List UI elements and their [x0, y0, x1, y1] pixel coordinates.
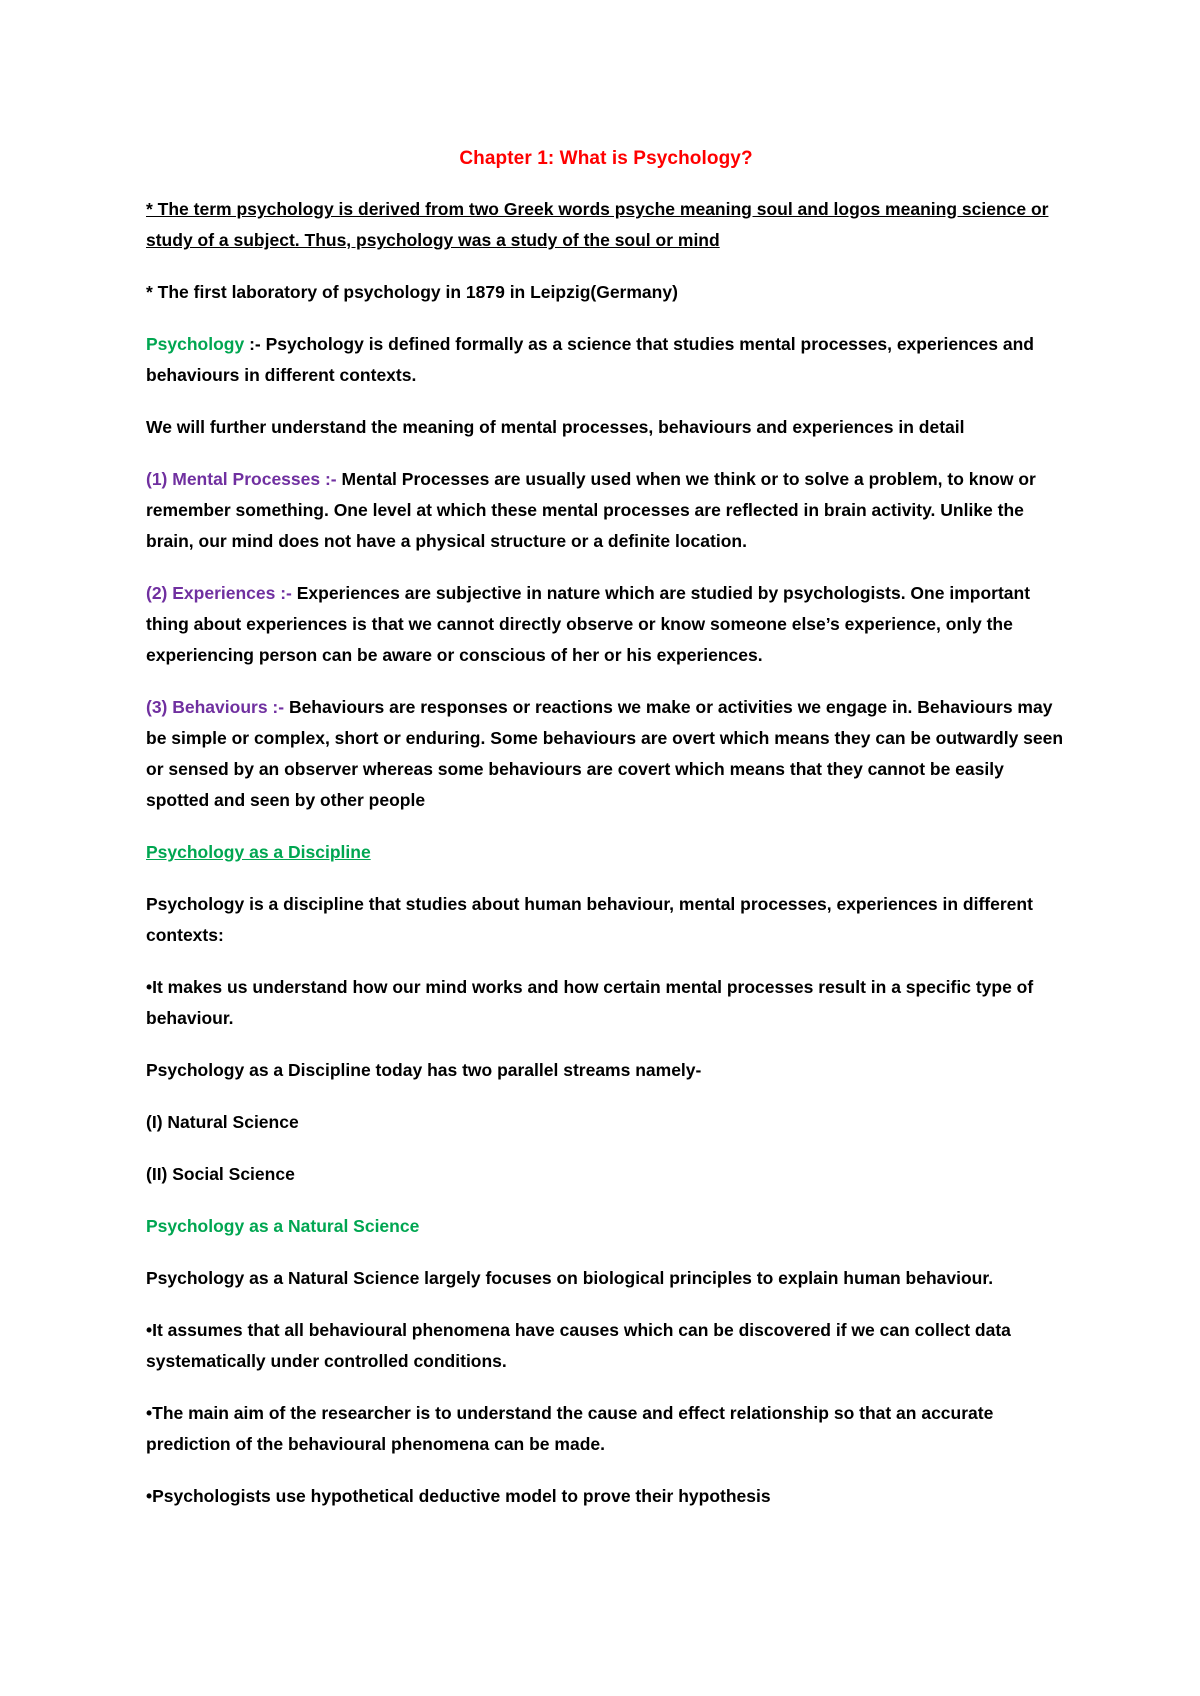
etymology-paragraph: * The term psychology is derived from two Greek words psyche meaning soul and logos meaning science or study of a subject. Thus, psychology was a study of the soul or mind [146, 199, 1049, 250]
behaviours-label: (3) Behaviours :- [146, 697, 285, 717]
natural-science-bullet: •It assumes that all behavioural phenomena have causes which can be discovered if we can collect data systematically under controlled conditions. [146, 1320, 1011, 1371]
discipline-heading: Psychology as a Discipline [146, 842, 371, 862]
page-title: Chapter 1: What is Psychology? [459, 148, 753, 169]
streams-intro: Psychology as a Discipline today has two parallel streams namely- [146, 1060, 702, 1080]
mental-processes-label: (1) Mental Processes :- [146, 469, 337, 489]
document-content [146, 146, 1066, 1533]
experiences-paragraph [146, 578, 1066, 671]
discipline-bullet: •It makes us understand how our mind works and how certain mental processes result in a specific type of behaviour. [146, 977, 1034, 1028]
further-paragraph: We will further understand the meaning of mental processes, behaviours and experiences in detail [146, 417, 965, 437]
mental-processes-text: Mental Processes are usually used when we think or to solve a problem, to know or remember something. One level at which these mental processes are reflected in brain activity. Unlike the brain, our mind does not have a physical structure or a definite location. [146, 469, 1036, 551]
experiences-text: Experiences are subjective in nature which are studied by psychologists. One important thing about experiences is that we cannot directly observe or know someone else’s experience, only the experiencing person can be aware or conscious of her or his experiences. [146, 583, 1031, 665]
definition-text: :- Psychology is defined formally as a science that studies mental processes, experiences and behaviours in different contexts. [146, 334, 1034, 385]
mental-processes-paragraph [146, 464, 1066, 557]
natural-science-bullet: •Psychologists use hypothetical deductive model to prove their hypothesis [146, 1486, 771, 1506]
behaviours-text: Behaviours are responses or reactions we make or activities we engage in. Behaviours may be simple or complex, short or enduring. Some behaviours are overt which means they can be outwardly seen or sensed by an observer whereas some behaviours are covert which means that they cannot be easily spotted and seen by other people [146, 697, 1064, 810]
stream-natural-science: (I) Natural Science [146, 1112, 299, 1132]
natural-science-bullet: •The main aim of the researcher is to understand the cause and effect relationship so that an accurate prediction of the behavioural phenomena can be made. [146, 1403, 994, 1454]
behaviours-paragraph [146, 692, 1066, 816]
natural-science-intro: Psychology as a Natural Science largely focuses on biological principles to explain human behaviour. [146, 1268, 994, 1288]
experiences-label: (2) Experiences :- [146, 583, 292, 603]
stream-social-science: (II) Social Science [146, 1164, 295, 1184]
definition-paragraph [146, 329, 1066, 391]
first-lab-paragraph: * The first laboratory of psychology in 1879 in Leipzig(Germany) [146, 282, 678, 302]
definition-term: Psychology [146, 334, 245, 354]
natural-science-heading: Psychology as a Natural Science [146, 1216, 420, 1236]
discipline-intro: Psychology is a discipline that studies about human behaviour, mental processes, experiences in different contexts: [146, 894, 1033, 945]
